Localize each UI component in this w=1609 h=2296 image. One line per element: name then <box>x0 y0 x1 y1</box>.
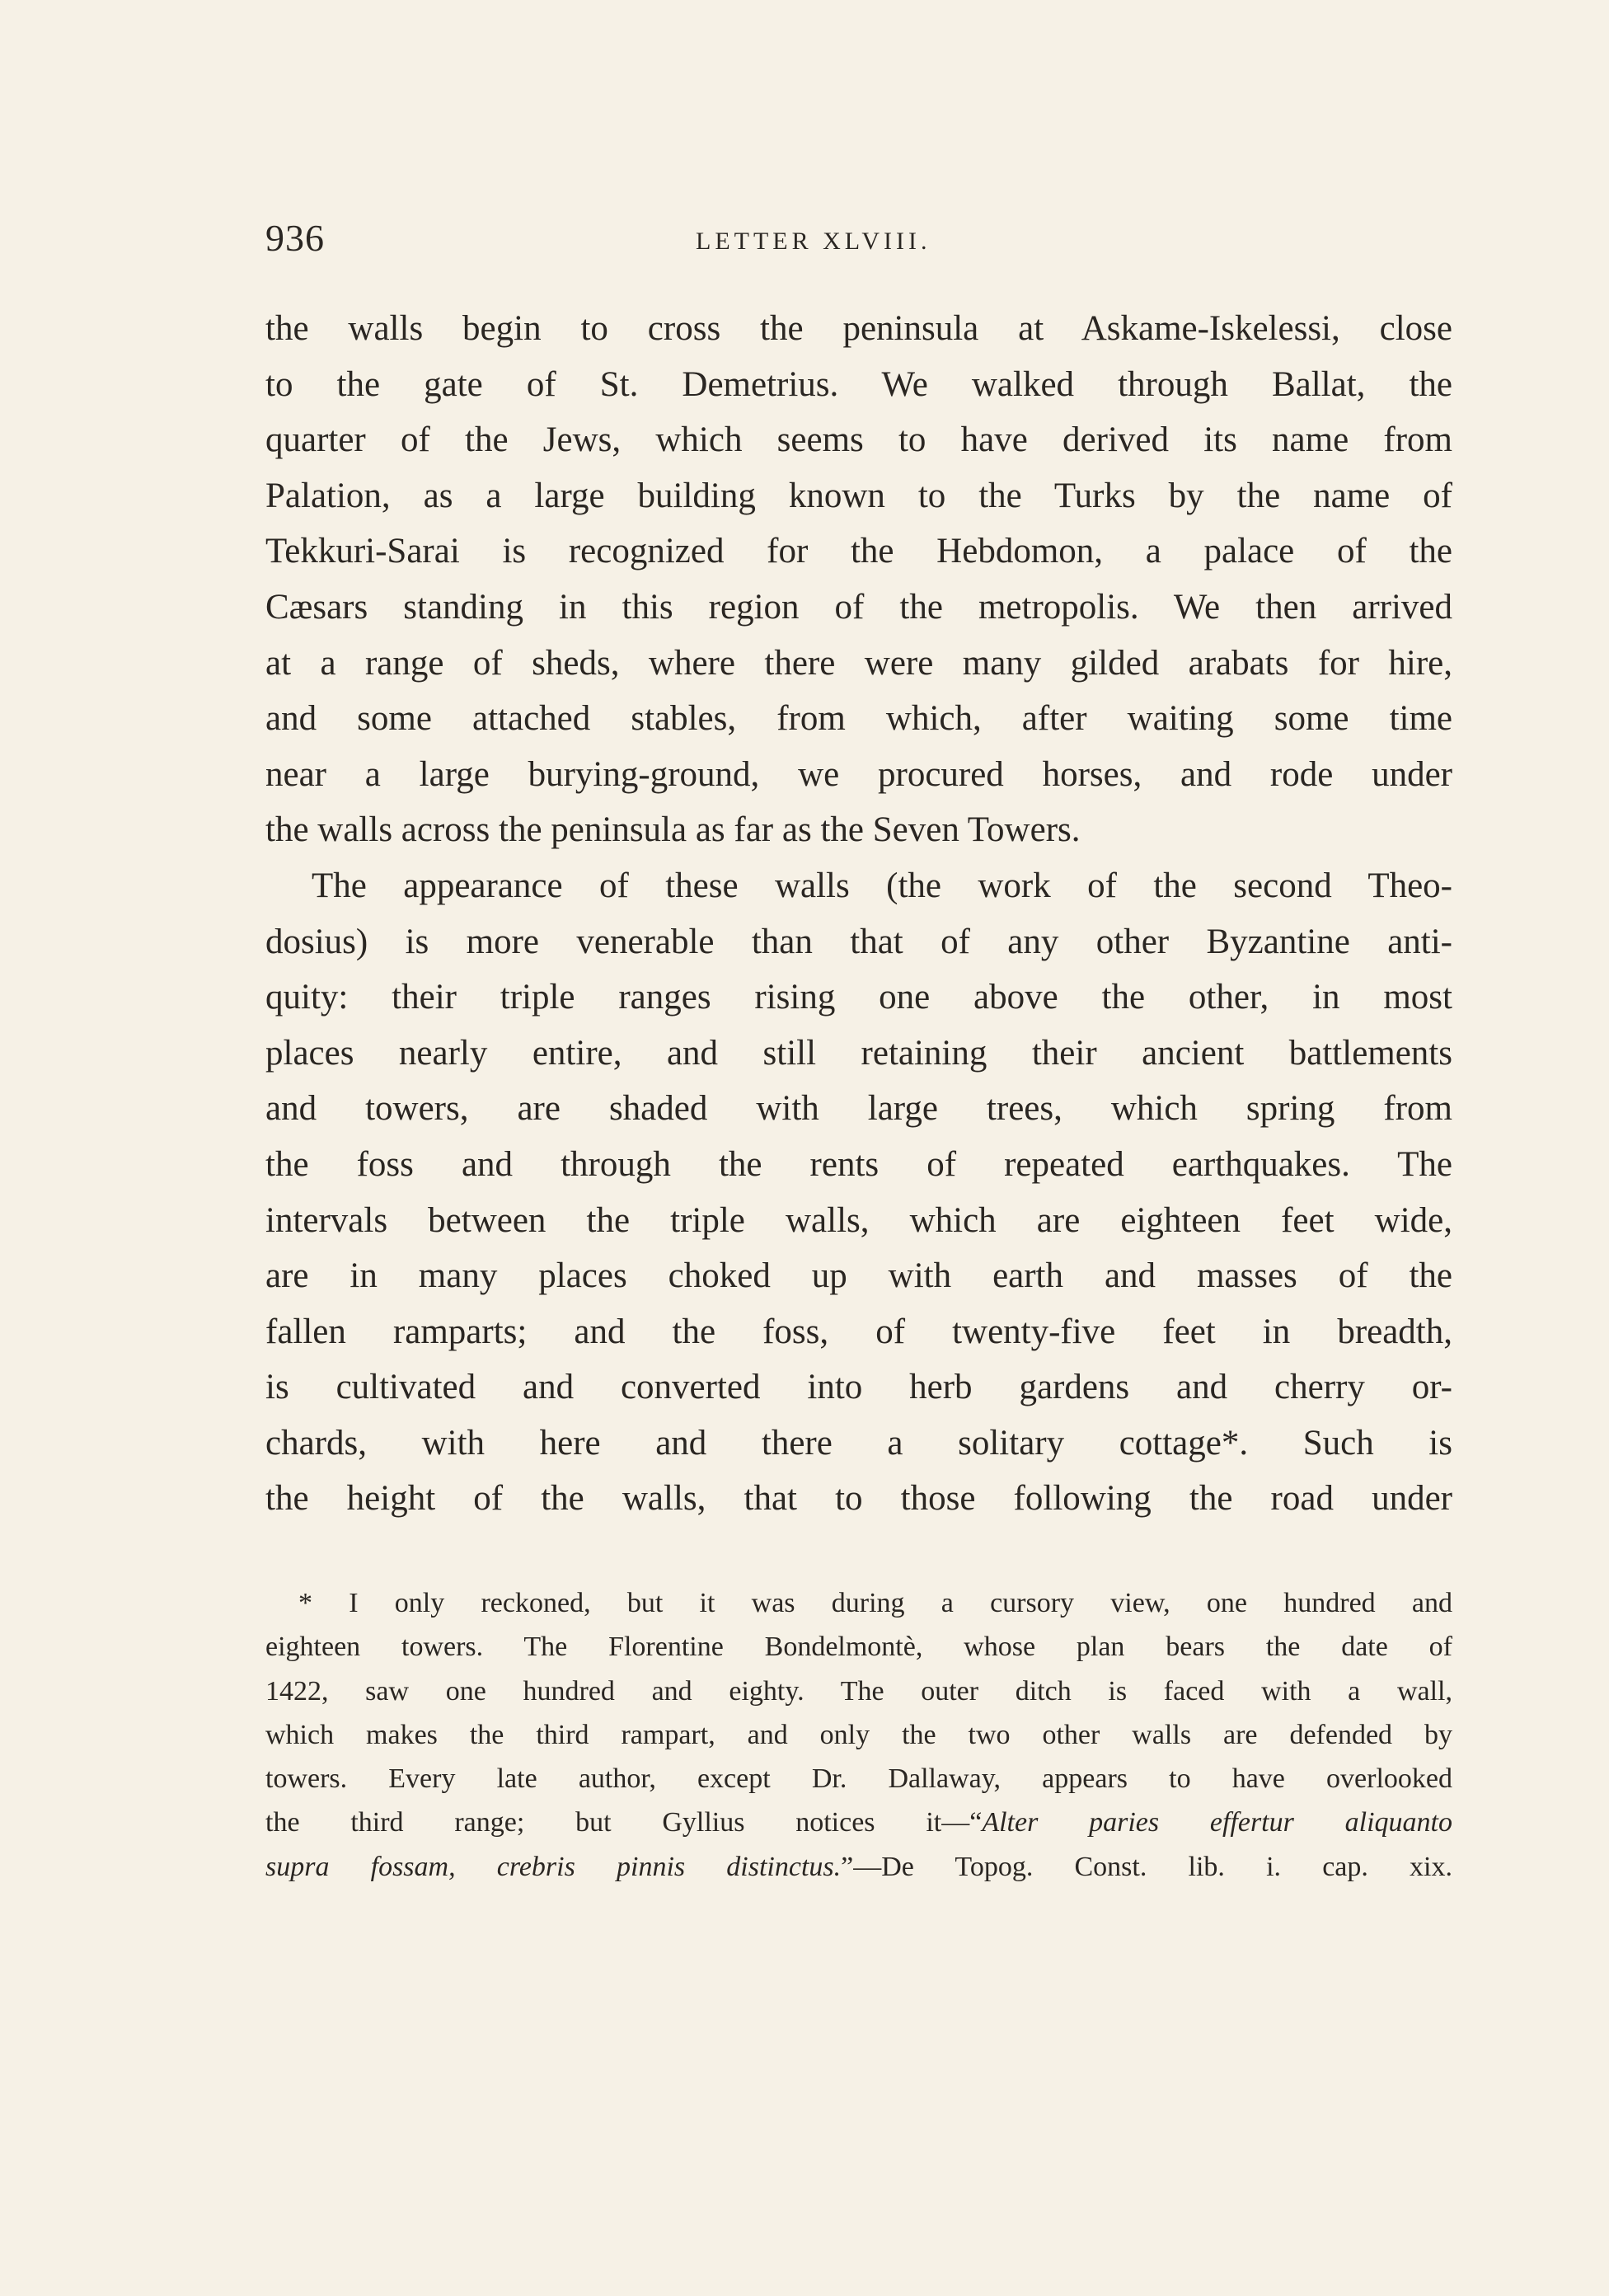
footnote <box>265 1581 1452 1889</box>
body-line: intervals between the triple walls, which are eighteen feet wide, <box>265 1200 1452 1240</box>
footnote-line-quote-end <box>265 1845 1452 1889</box>
body-text <box>265 301 1452 1527</box>
page-header <box>265 216 1452 265</box>
body-line: the walls across the peninsula as far as the Seven Towers. <box>265 810 1081 850</box>
body-line: to the gate of St. Demetrius. We walked through Ballat, the <box>265 364 1452 404</box>
body-line: Tekkuri-Sarai is recognized for the Hebdomon, a palace of the <box>265 532 1452 571</box>
body-line: quarter of the Jews, which seems to have derived its name from <box>265 420 1452 460</box>
body-line: Cæsars standing in this region of the metropolis. We then arrived <box>265 587 1452 627</box>
body-line: near a large burying-ground, we procured horses, and rode under <box>265 754 1452 794</box>
body-line: Palation, as a large building known to the Turks by the name of <box>265 476 1452 515</box>
body-line: the walls begin to cross the peninsula at Askame-Iskelessi, close <box>265 309 1452 348</box>
running-head: LETTER XLVIII. <box>696 228 931 255</box>
body-line: are in many places choked up with earth and masses of the <box>265 1256 1452 1296</box>
footnote-line: eighteen towers. The Florentine Bondelmontè, whose plan bears the date of <box>265 1632 1452 1663</box>
body-line: is cultivated and converted into herb gardens and cherry or- <box>265 1368 1452 1407</box>
footnote-line: * I only reckoned, but it was during a cursory view, one hundred and <box>298 1588 1452 1618</box>
latin-quote: Alter paries effertur aliquanto <box>982 1807 1452 1838</box>
body-line: places nearly entire, and still retaining their ancient battlements <box>265 1033 1452 1073</box>
body-line: dosius) is more venerable than that of any other Byzantine anti- <box>265 922 1452 961</box>
body-line: and towers, are shaded with large trees, which spring from <box>265 1089 1452 1129</box>
latin-quote: supra fossam, crebris pinnis distinctus. <box>265 1851 842 1882</box>
page-number: 936 <box>265 217 325 259</box>
body-line: and some attached stables, from which, after waiting some time <box>265 699 1452 739</box>
body-line: at a range of sheds, where there were many gilded arabats for hire, <box>265 643 1452 683</box>
footnote-line: towers. Every late author, except Dr. Dallaway, appears to have overlooked <box>265 1763 1452 1795</box>
body-line: the height of the walls, that to those following the road under <box>265 1479 1452 1519</box>
citation: ”—De Topog. Const. lib. i. cap. xix. <box>841 1851 1453 1882</box>
body-line: fallen ramparts; and the foss, of twenty-five feet in breadth, <box>265 1312 1452 1351</box>
footnote-line-quote-start <box>265 1801 1452 1844</box>
body-line: quity: their triple ranges rising one above the other, in most <box>265 978 1452 1017</box>
body-line: chards, with here and there a solitary cottage*. Such is <box>265 1423 1452 1463</box>
body-line: the foss and through the rents of repeated earthquakes. The <box>265 1144 1452 1184</box>
footnote-line: which makes the third rampart, and only the two other walls are defended by <box>265 1719 1452 1750</box>
footnote-text: the third range; but Gyllius notices it—“ <box>265 1807 983 1838</box>
footnote-line: 1422, saw one hundred and eighty. The outer ditch is faced with a wall, <box>265 1675 1452 1707</box>
body-line: The appearance of these walls (the work of the second Theo- <box>312 866 1452 905</box>
